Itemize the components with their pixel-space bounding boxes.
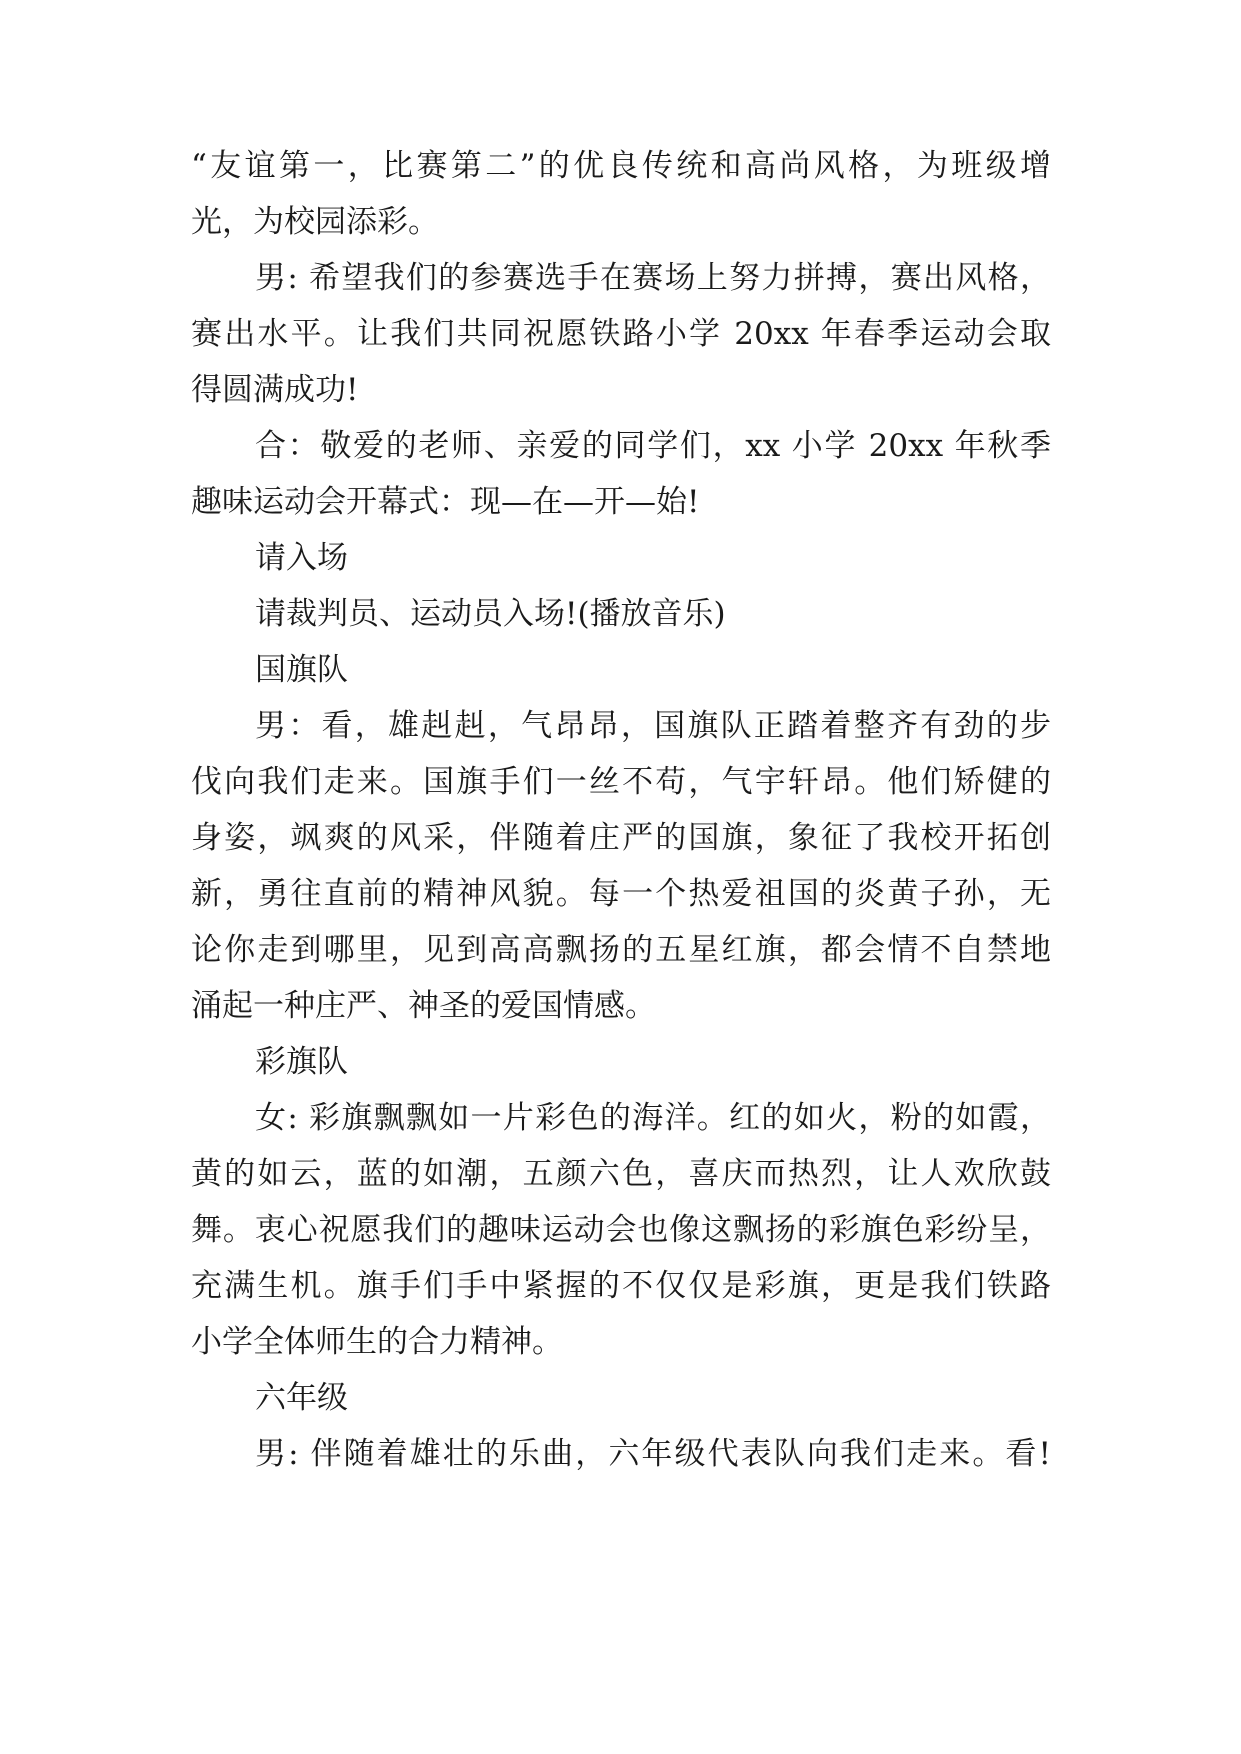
text-line: 合：敬爱的老师、亲爱的同学们，xx 小学 20xx 年秋季 <box>255 428 1051 464</box>
text-line: 新，勇往直前的精神风貌。每一个热爱祖国的炎黄子孙，无 <box>191 876 1051 912</box>
text-line: 论你走到哪里，见到高高飘扬的五星红旗，都会情不自禁地 <box>191 932 1051 968</box>
section-heading: 彩旗队 <box>255 1044 348 1080</box>
text-line: 黄的如云，蓝的如潮，五颜六色，喜庆而热烈，让人欢欣鼓 <box>191 1156 1051 1192</box>
text-line: 男: 希望我们的参赛选手在赛场上努力拼搏，赛出风格， <box>255 260 1051 296</box>
text-line: 光，为校园添彩。 <box>191 204 439 240</box>
text-line: 得圆满成功! <box>191 372 359 408</box>
text-line: 女: 彩旗飘飘如一片彩色的海洋。红的如火，粉的如霞， <box>255 1100 1051 1136</box>
text-line: 舞。衷心祝愿我们的趣味运动会也像这飘扬的彩旗色彩纷呈， <box>191 1212 1051 1248</box>
section-heading: 六年级 <box>255 1380 348 1416</box>
text-line: 男: 伴随着雄壮的乐曲，六年级代表队向我们走来。看! <box>255 1436 1051 1472</box>
text-line: 男：看，雄赳赳，气昂昂，国旗队正踏着整齐有劲的步 <box>255 708 1051 744</box>
text-line: 伐向我们走来。国旗手们一丝不苟，气宇轩昂。他们矫健的 <box>191 764 1051 800</box>
text-line: “友谊第一，比赛第二”的优良传统和高尚风格，为班级增 <box>191 148 1051 184</box>
section-heading: 国旗队 <box>255 652 348 688</box>
text-line: 趣味运动会开幕式：现—在—开—始! <box>191 484 700 520</box>
section-heading: 请入场 <box>255 540 348 576</box>
text-line: 身姿，飒爽的风采，伴随着庄严的国旗，象征了我校开拓创 <box>191 820 1051 856</box>
text-line: 赛出水平。让我们共同祝愿铁路小学 20xx 年春季运动会取 <box>191 316 1051 352</box>
text-line: 充满生机。旗手们手中紧握的不仅仅是彩旗，更是我们铁路 <box>191 1268 1051 1304</box>
text-line: 涌起一种庄严、神圣的爱国情感。 <box>191 988 656 1024</box>
text-line: 小学全体师生的合力精神。 <box>191 1324 563 1360</box>
text-line: 请裁判员、运动员入场!(播放音乐) <box>255 596 726 632</box>
